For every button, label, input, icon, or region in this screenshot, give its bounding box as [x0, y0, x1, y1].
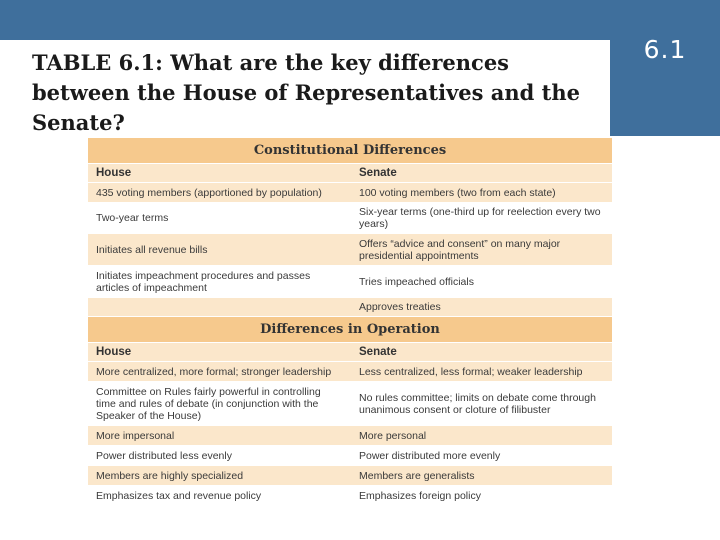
section-title-constitutional: Constitutional Differences — [253, 143, 447, 158]
column-header-house: House — [96, 167, 132, 179]
column-header-senate: Senate — [359, 346, 397, 358]
senate-cell: 100 voting members (two from each state) — [359, 186, 556, 199]
house-cell: Members are highly specialized — [96, 469, 244, 482]
column-header-house: House — [96, 346, 132, 358]
senate-cell: Power distributed more evenly — [359, 449, 501, 462]
house-cell: Power distributed less evenly — [96, 449, 232, 462]
slide-title: TABLE 6.1: What are the key differences between the House of Representatives and the Senate? — [32, 50, 580, 135]
senate-cell: Offers “advice and consent” on many major presidential appointments — [359, 237, 561, 262]
house-cell: More impersonal — [96, 429, 175, 442]
table-row — [88, 486, 612, 506]
section-title-operation: Differences in Operation — [260, 322, 440, 337]
section-header-constitutional — [88, 138, 612, 164]
comparison-table — [88, 138, 612, 514]
table-row — [88, 298, 612, 317]
house-cell: Committee on Rules fairly powerful in controlling time and rules of debate (in conjunction with the Speaker of the House) — [96, 385, 321, 422]
table-row — [88, 382, 612, 426]
house-cell: Initiates all revenue bills — [96, 243, 208, 256]
senate-cell: Less centralized, less formal; weaker leadership — [359, 365, 583, 378]
table-row — [88, 183, 612, 203]
house-cell: Initiates impeachment procedures and passes articles of impeachment — [96, 269, 311, 294]
senate-cell: Tries impeached officials — [359, 275, 474, 288]
house-cell: 435 voting members (apportioned by population) — [96, 186, 322, 199]
table-row — [88, 362, 612, 382]
senate-cell: Six-year terms (one-third up for reelection every two years) — [359, 206, 601, 230]
table-row — [88, 446, 612, 466]
table-row — [88, 466, 612, 486]
table-row — [88, 234, 612, 266]
column-header-row — [88, 343, 612, 362]
senate-cell: Members are generalists — [359, 469, 475, 482]
table-row — [88, 426, 612, 446]
table-row — [88, 203, 612, 234]
table-row — [88, 266, 612, 298]
column-header-row — [88, 164, 612, 183]
section-number: 6.1 — [643, 35, 687, 64]
senate-cell: Approves treaties — [359, 301, 441, 313]
house-cell: Two-year terms — [96, 212, 169, 224]
section-header-operation — [88, 317, 612, 343]
house-cell: Emphasizes tax and revenue policy — [96, 489, 262, 502]
house-cell — [88, 298, 351, 316]
senate-cell: Emphasizes foreign policy — [359, 489, 481, 502]
senate-cell: No rules committee; limits on debate come through unanimous consent or cloture of filibuster — [359, 391, 596, 416]
senate-cell: More personal — [359, 429, 427, 442]
column-header-senate: Senate — [359, 167, 397, 179]
house-cell: More centralized, more formal; stronger leadership — [96, 365, 332, 378]
